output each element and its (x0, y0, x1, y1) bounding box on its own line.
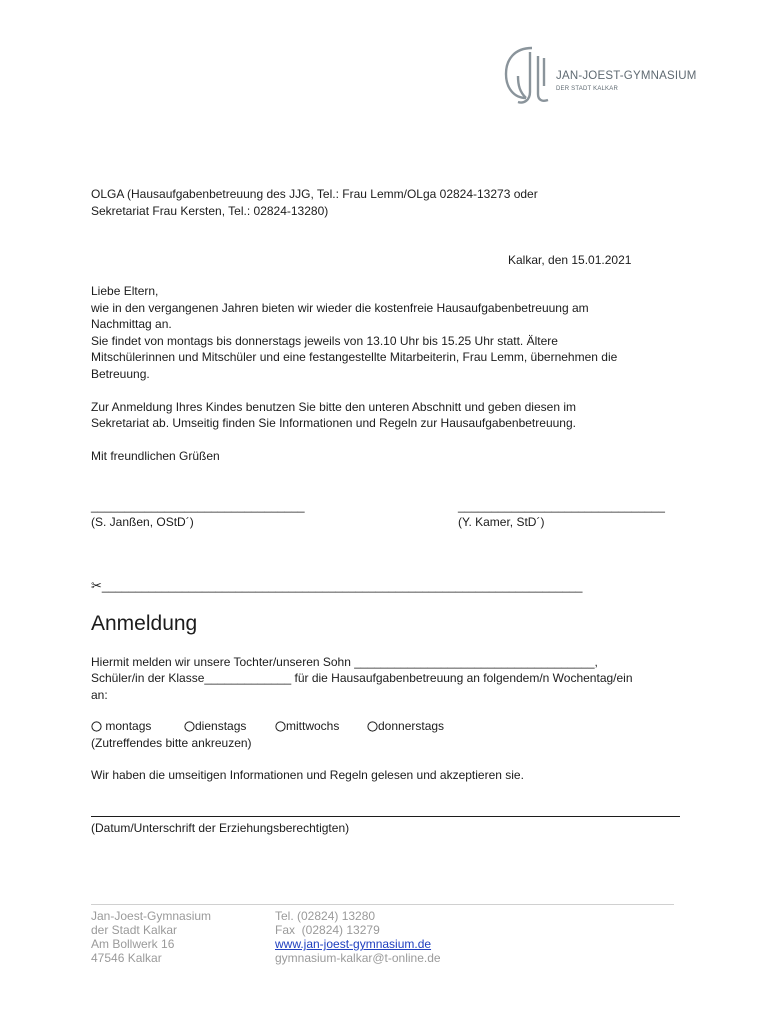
logo-school-name: JAN-JOEST-GYMNASIUM (556, 70, 697, 82)
signature-line-right: _______________________________ (458, 499, 665, 513)
footer-address-line: Jan-Joest-Gymnasium (91, 909, 212, 923)
letter-paragraph-1-line: Mitschülerinnen und Mitschüler und eine festangestellte Mitarbeiterin, Frau Lemm, übernehmen die (91, 350, 618, 364)
radio-circle-icon[interactable] (275, 721, 286, 732)
footer-address (91, 909, 211, 965)
footer-divider (91, 904, 674, 905)
weekday-option-montags[interactable] (91, 718, 151, 735)
letter-paragraph-2-line: Zur Anmeldung Ihres Kindes benutzen Sie bitte den unteren Abschnitt und geben diesen im (91, 400, 576, 414)
weekday-option-donnerstags[interactable] (367, 718, 444, 735)
footer-fax: Fax (02824) 13279 (275, 923, 380, 937)
form-line-3: an: (91, 688, 108, 702)
radio-circle-icon[interactable] (367, 721, 378, 732)
letter-paragraph-1-line: wie in den vergangenen Jahren bieten wir wieder die kostenfreie Hausaufgabenbetreuung am (91, 301, 589, 315)
footer-email[interactable]: gymnasium-kalkar@t-online.de (275, 951, 441, 965)
scissors-icon: ✂ (91, 579, 102, 594)
footer-address-line: 47546 Kalkar (91, 951, 162, 965)
footer-tel: Tel. (02824) 13280 (275, 909, 376, 923)
form-title: Anmeldung (91, 612, 198, 635)
school-logo-icon (502, 42, 554, 106)
signature-name-right: (Y. Kamer, StD´) (458, 515, 545, 529)
weekday-label: mittwochs (286, 719, 340, 733)
signature-caption: (Datum/Unterschrift der Erziehungsberechtigten) (91, 821, 350, 835)
weekday-option-mittwochs[interactable] (275, 718, 339, 735)
footer-contact (275, 909, 441, 965)
radio-circle-icon[interactable] (184, 721, 195, 732)
footer-address-line: der Stadt Kalkar (91, 923, 178, 937)
signature-line-left: ________________________________ (91, 499, 305, 513)
letter-salutation: Liebe Eltern, (91, 284, 159, 298)
form-hint: (Zutreffendes bitte ankreuzen) (91, 736, 252, 750)
letter-paragraph-1-line: Nachmittag an. (91, 317, 172, 331)
header-contact-line-1: OLGA (Hausaufgabenbetreuung des JJG, Tel.: Frau Lemm/OLga 02824-13273 oder (91, 187, 538, 201)
letter-paragraph-2-line: Sekretariat ab. Umseitig finden Sie Informationen und Regeln zur Hausaufgabenbetreuung. (91, 416, 576, 430)
form-confirmation: Wir haben die umseitigen Informationen und Regeln gelesen und akzeptieren sie. (91, 768, 524, 782)
logo-school-subtitle: DER STADT KALKAR (556, 86, 618, 92)
signature-field-line[interactable] (91, 816, 680, 817)
weekday-label: dienstags (195, 719, 247, 733)
radio-circle-icon[interactable] (91, 721, 102, 732)
cut-line-rule: ________________________________________________________________________ (101, 579, 583, 593)
letter-closing: Mit freundlichen Grüßen (91, 449, 220, 463)
weekday-label: donnerstags (378, 719, 445, 733)
header-contact-line-2: Sekretariat Frau Kersten, Tel.: 02824-13280) (91, 204, 329, 218)
weekday-label: montags (105, 719, 152, 733)
letter-paragraph-1-line: Betreuung. (91, 367, 150, 381)
form-line-2: Schüler/in der Klasse_____________ für die Hausaufgabenbetreuung an folgendem/n Wochentag/ein (91, 671, 633, 685)
footer-website-link[interactable]: www.jan-joest-gymnasium.de (275, 937, 432, 951)
cut-line (91, 578, 582, 596)
letter-paragraph-1-line: Sie findet von montags bis donnerstags jeweils von 13.10 Uhr bis 15.25 Uhr statt. Ältere (91, 334, 558, 348)
letter-date: Kalkar, den 15.01.2021 (508, 253, 632, 267)
footer-address-line: Am Bollwerk 16 (91, 937, 175, 951)
weekday-option-dienstags[interactable] (184, 718, 246, 735)
form-line-1: Hiermit melden wir unsere Tochter/unseren Sohn ____________________________________, (91, 655, 598, 669)
signature-name-left: (S. Janßen, OStD´) (91, 515, 194, 529)
